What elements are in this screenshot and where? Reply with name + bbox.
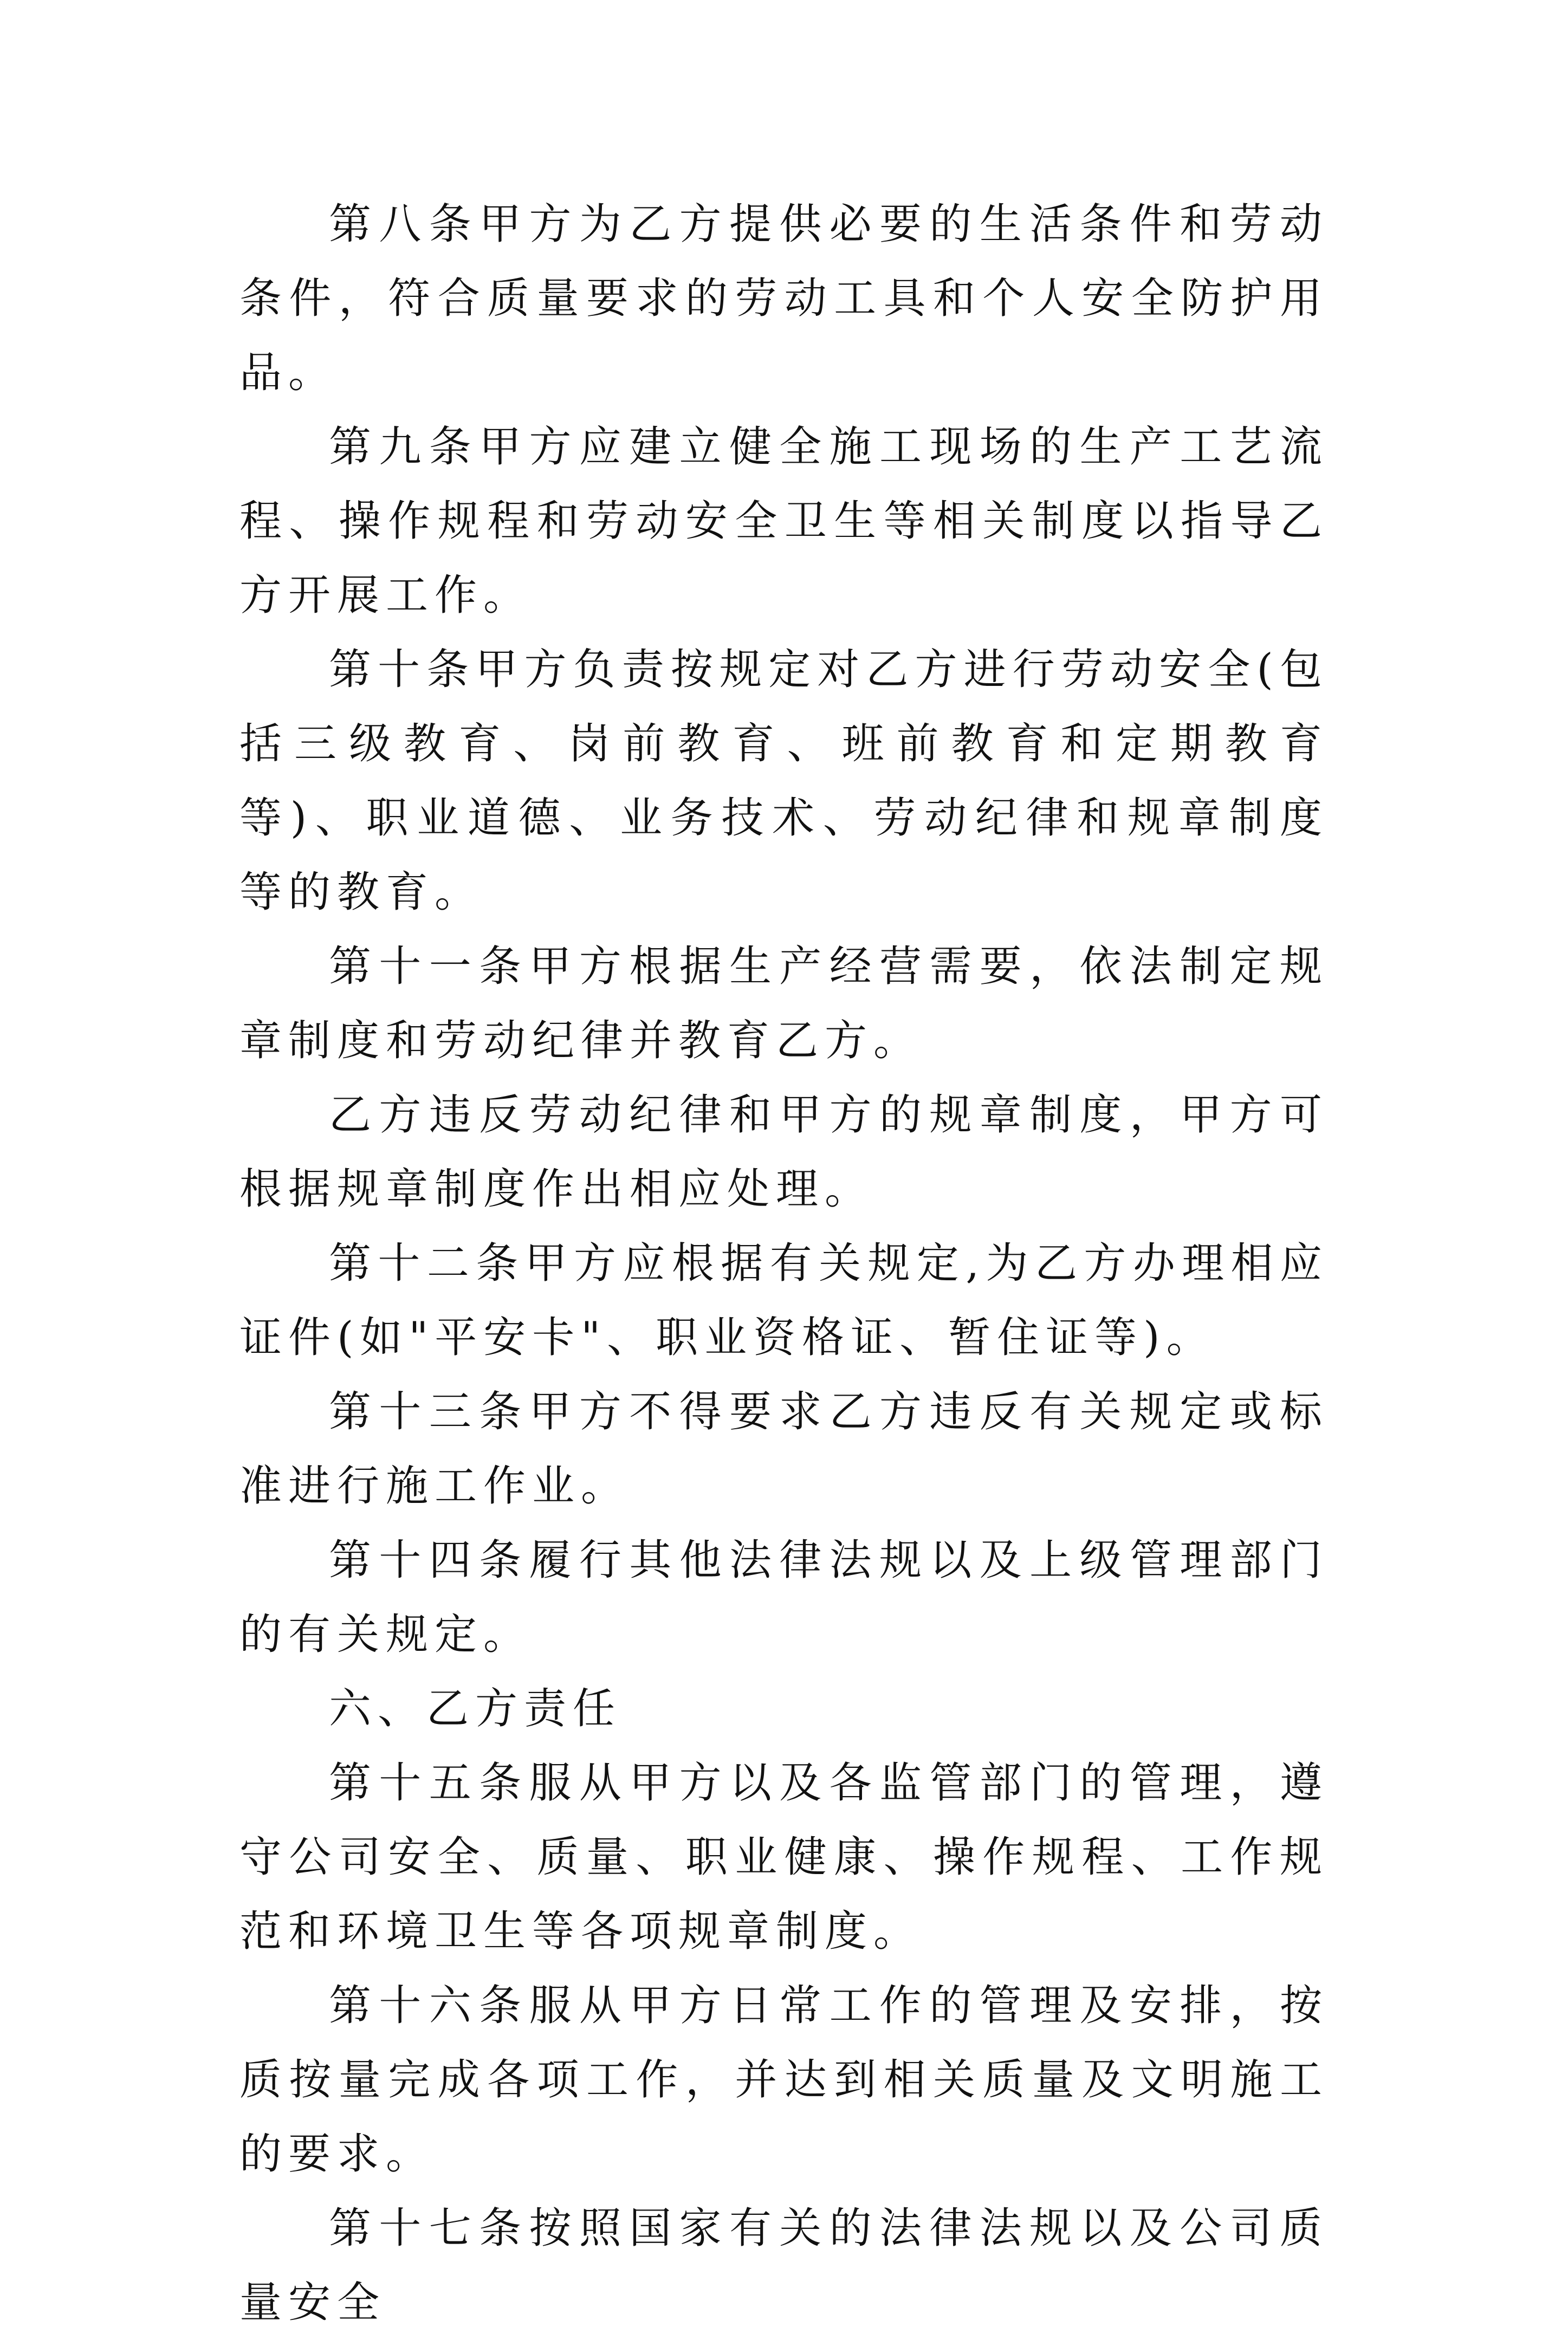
paragraph-article-17: 第十七条按照国家有关的法律法规以及公司质量安全 <box>239 2204 1329 2327</box>
paragraph-article-12: 第十二条甲方应根据有关规定,为乙方办理相应证件(如"平安卡"、职业资格证、暂住证等)。 <box>239 1239 1329 1362</box>
paragraph-article-14: 第十四条履行其他法律法规以及上级管理部门的有关规定。 <box>239 1536 1329 1659</box>
document-body <box>239 187 1329 2340</box>
paragraph-article-10: 第十条甲方负责按规定对乙方进行劳动安全(包括三级教育、岗前教育、班前教育和定期教育等)、职业道德、业务技术、劳动纪律和规章制度等的教育。 <box>239 645 1329 917</box>
paragraph-article-11-clause: 乙方违反劳动纪律和甲方的规章制度，甲方可根据规章制度作出相应处理。 <box>239 1091 1329 1214</box>
section-heading: 六、乙方责任 <box>329 1684 622 1733</box>
paragraph-article-16: 第十六条服从甲方日常工作的管理及安排，按质按量完成各项工作，并达到相关质量及文明施工的要求。 <box>239 1981 1329 2179</box>
paragraph-article-15: 第十五条服从甲方以及各监管部门的管理，遵守公司安全、质量、职业健康、操作规程、工作规范和环境卫生等各项规章制度。 <box>239 1759 1329 1956</box>
paragraph-article-11: 第十一条甲方根据生产经营需要，依法制定规章制度和劳动纪律并教育乙方。 <box>239 942 1329 1065</box>
paragraph-article-8: 第八条甲方为乙方提供必要的生活条件和劳动条件，符合质量要求的劳动工具和个人安全防护用品。 <box>239 200 1329 397</box>
paragraph-article-9: 第九条甲方应建立健全施工现场的生产工艺流程、操作规程和劳动安全卫生等相关制度以指导乙方开展工作。 <box>239 423 1329 620</box>
paragraph-article-13: 第十三条甲方不得要求乙方违反有关规定或标准进行施工作业。 <box>239 1388 1329 1511</box>
